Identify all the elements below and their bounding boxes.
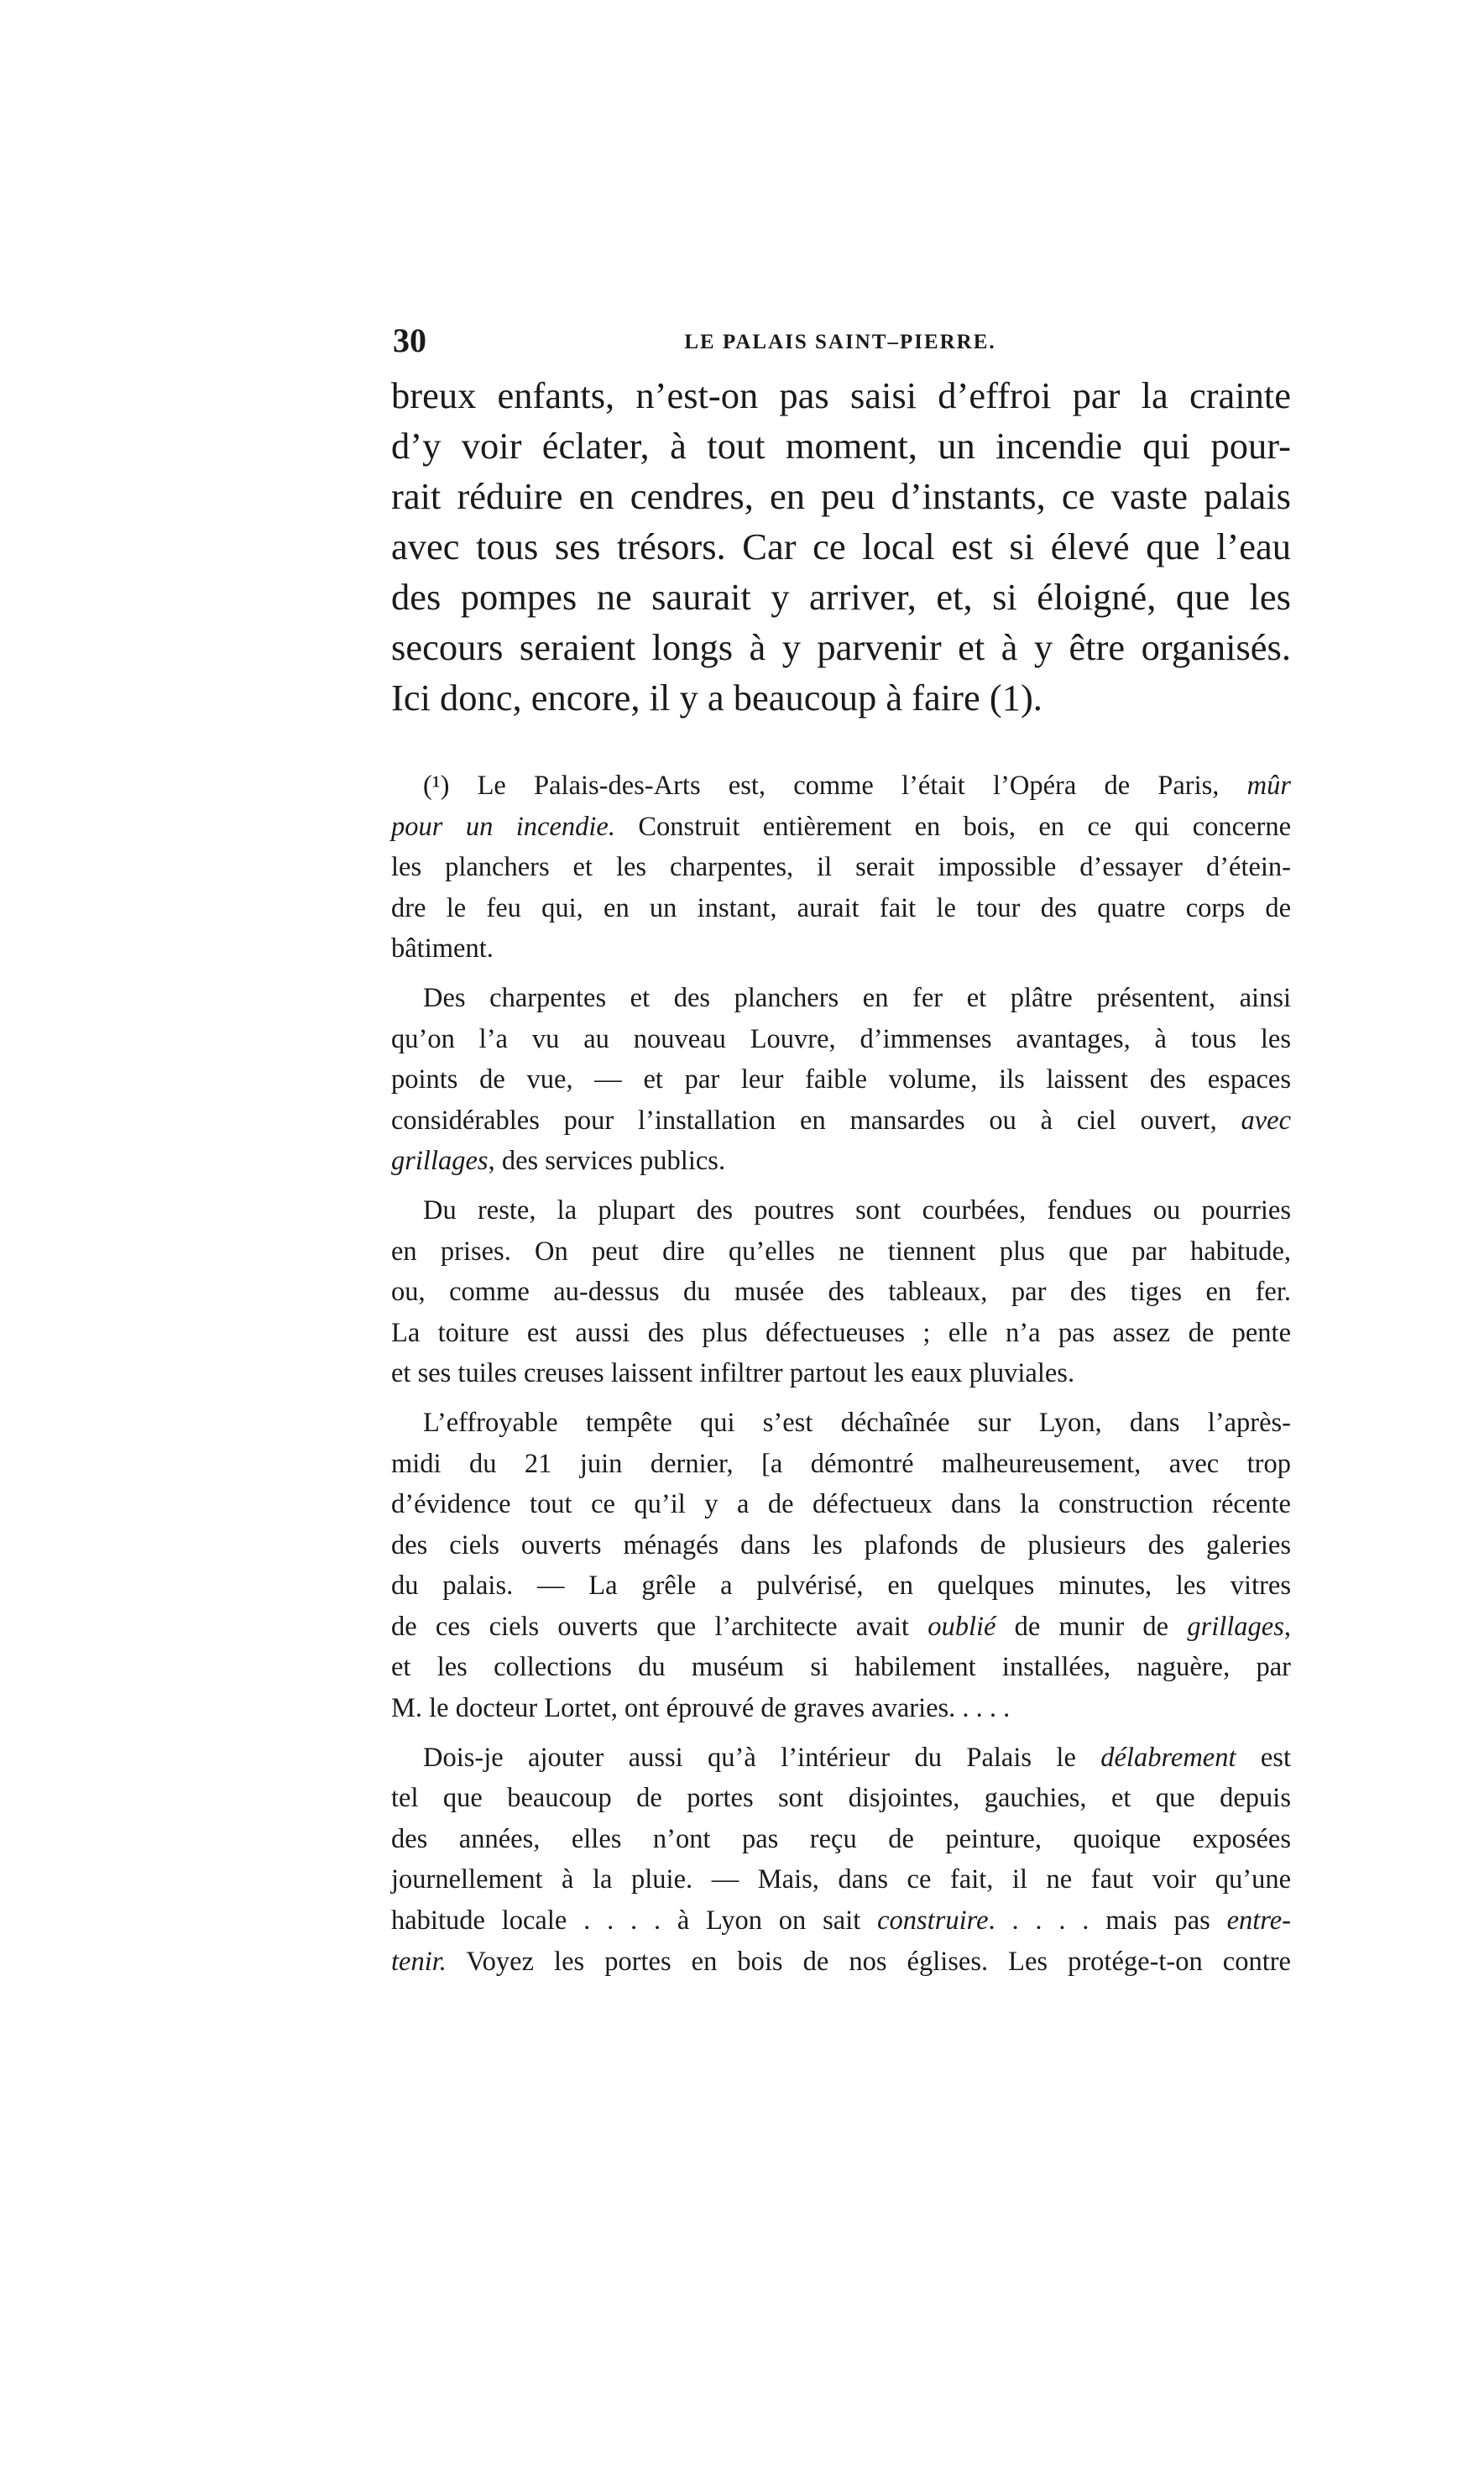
footnote-paragraph — [391, 1190, 1291, 1394]
footnote-line: des ciels ouverts ménagés dans les plafonds de plusieurs des galeries — [391, 1529, 1291, 1560]
italic-text: pour un incendie. — [391, 811, 615, 842]
body-line: secours seraient longs à y parvenir et à y être organisés. — [391, 626, 1291, 668]
body-line: des pompes ne saurait y arriver, et, si éloigné, que les — [391, 576, 1291, 618]
italic-text: oublié — [928, 1611, 996, 1642]
footnote-line: les planchers et les charpentes, il serait impossible d’essayer d’étein- — [391, 852, 1291, 883]
italic-text: grillages — [391, 1146, 489, 1177]
footnote-line: considérables pour l’installation en mansardes ou à ciel ouvert, avec — [391, 1105, 1291, 1136]
footnote-line: La toiture est aussi des plus défectueuses ; elle n’a pas assez de pente — [391, 1317, 1291, 1348]
footnote-line: tenir. Voyez les portes en bois de nos églises. Les protége-t-on contre — [391, 1946, 1291, 1977]
body-line: Ici donc, encore, il y a beaucoup à faire (1). — [391, 677, 1042, 719]
footnote-line: et ses tuiles creuses laissent infiltrer partout les eaux pluviales. — [391, 1358, 1075, 1389]
italic-text: tenir. — [391, 1946, 447, 1977]
footnote-line: et les collections du muséum si habilement installées, naguère, par — [391, 1652, 1291, 1683]
italic-text: construire — [877, 1905, 989, 1937]
footnote-paragraph — [391, 1403, 1291, 1729]
footnote-line: du palais. — La grêle a pulvérisé, en quelques minutes, les vitres — [391, 1571, 1291, 1602]
footnote-line: en prises. On peut dire qu’elles ne tiennent plus que par habitude, — [391, 1236, 1291, 1267]
footnote-line: des années, elles n’ont pas reçu de peinture, quoique exposées — [391, 1823, 1291, 1854]
footnote-line: (¹) Le Palais-des-Arts est, comme l’était l’Opéra de Paris, mûr — [423, 771, 1291, 801]
footnote-line: Du reste, la plupart des poutres sont courbées, fendues ou pourries — [423, 1194, 1291, 1226]
italic-text: grillages — [1187, 1611, 1284, 1642]
footnotes — [391, 766, 1291, 1990]
body-line: rait réduire en cendres, en peu d’instants, ce vaste palais — [391, 475, 1291, 517]
footnote-line: Des charpentes et des planchers en fer et plâtre présentent, ainsi — [423, 982, 1291, 1013]
italic-text: mûr — [1246, 771, 1291, 801]
footnote-paragraph — [391, 978, 1291, 1182]
footnote-line: grillages, des services publics. — [391, 1146, 726, 1177]
footnote-paragraph — [391, 1738, 1291, 1983]
footnote-line: de ces ciels ouverts que l’architecte avait oublié de munir de grillages, — [391, 1611, 1291, 1642]
footnote-line: tel que beaucoup de portes sont disjointes, gauchies, et que depuis — [391, 1783, 1291, 1814]
footnote-line: qu’on l’a vu au nouveau Louvre, d’immenses avantages, à tous les — [391, 1023, 1291, 1054]
footnote-line: habitude locale . . . . à Lyon on sait construire. . . . . mais pas entre- — [391, 1905, 1291, 1937]
italic-text: délabrement — [1100, 1742, 1236, 1773]
body-line: d’y voir éclater, à tout moment, un incendie qui pour- — [391, 425, 1291, 467]
footnote-paragraph — [391, 766, 1291, 970]
footnote-line: points de vue, — et par leur faible volume, ils laissent des espaces — [391, 1064, 1291, 1095]
footnote-line: M. le docteur Lortet, ont éprouvé de graves avaries. . . . . — [391, 1693, 1011, 1724]
footnote-line: Dois-je ajouter aussi qu’à l’intérieur du Palais le délabrement est — [423, 1742, 1291, 1773]
footnote-line: L’effroyable tempête qui s’est déchaînée sur Lyon, dans l’après- — [423, 1407, 1291, 1438]
italic-text: entre- — [1226, 1905, 1291, 1937]
running-head — [393, 319, 1288, 363]
footnote-line: journellement à la pluie. — Mais, dans ce fait, il ne faut voir qu’une — [391, 1864, 1291, 1895]
footnote-line: ou, comme au-dessus du musée des tableaux, par des tiges en fer. — [391, 1277, 1291, 1308]
running-title: LE PALAIS SAINT–PIERRE. — [684, 331, 996, 353]
footnote-line: midi du 21 juin dernier, [a démontré malheureusement, avec trop — [391, 1448, 1291, 1479]
body-text — [391, 370, 1291, 723]
footnote-line: d’évidence tout ce qu’il y a de défectueux dans la construction récente — [391, 1489, 1291, 1520]
footnote-line: pour un incendie. Construit entièrement en bois, en ce qui concerne — [391, 811, 1291, 842]
body-line: breux enfants, n’est-on pas saisi d’effroi par la crainte — [391, 374, 1291, 416]
footnote-line: bâtiment. — [391, 933, 494, 964]
body-line: avec tous ses trésors. Car ce local est si élevé que l’eau — [391, 525, 1291, 567]
italic-text: avec — [1241, 1105, 1291, 1136]
page-number: 30 — [393, 321, 426, 359]
footnote-line: dre le feu qui, en un instant, aurait fait le tour des quatre corps de — [391, 892, 1291, 923]
